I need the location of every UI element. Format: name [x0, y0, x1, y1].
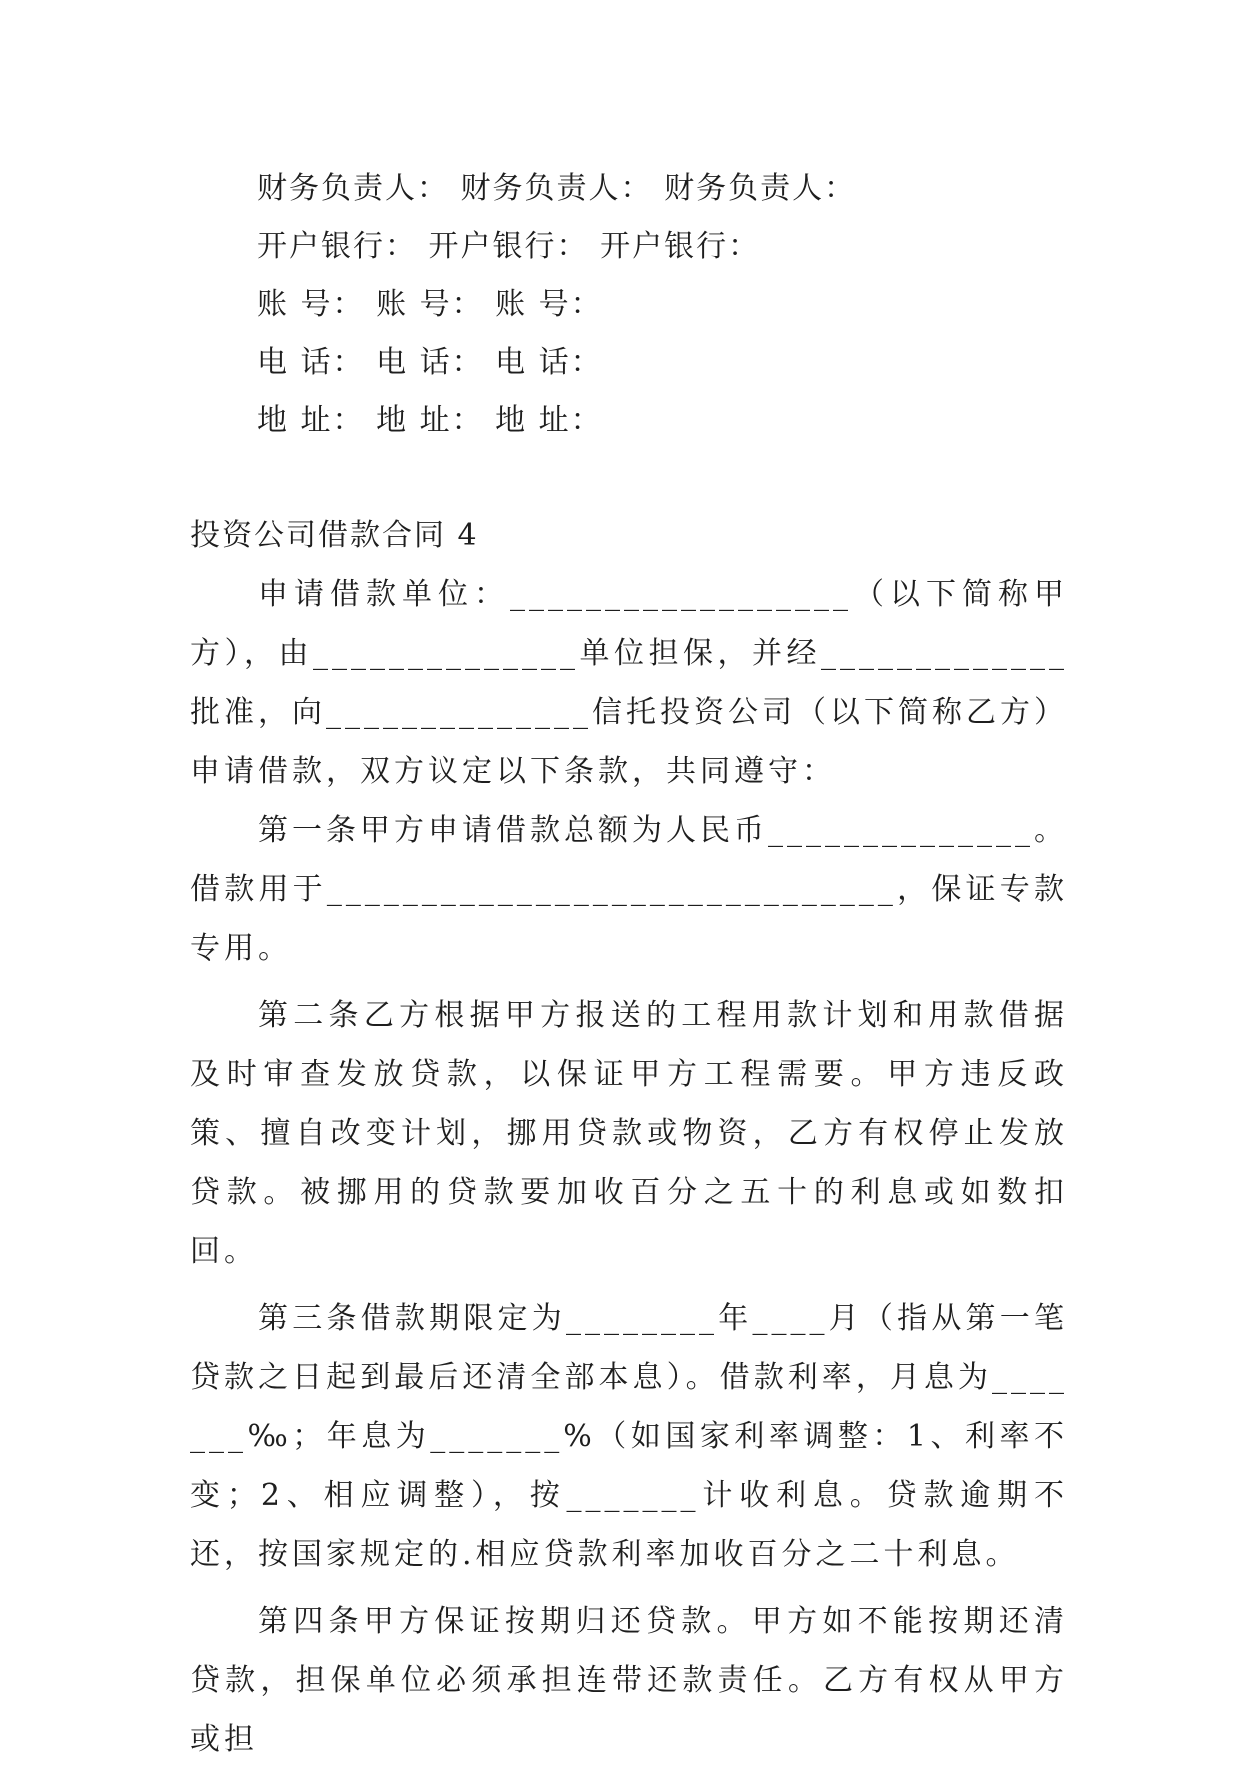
- signature-line-phone: 电 话： 电 话： 电 话：: [257, 345, 603, 380]
- paragraph-article-1: 第一条甲方申请借款总额为人民币______________。借款用于______________________________，保证专款专用。: [190, 813, 1068, 966]
- signature-line-address: 地 址： 地 址： 地 址：: [257, 403, 603, 438]
- signature-line-account: 账 号： 账 号： 账 号：: [257, 287, 603, 322]
- paragraph-article-4: 第四条甲方保证按期归还贷款。甲方如不能按期还清贷款，担保单位必须承担连带还款责任。乙方有权从甲方或担: [190, 1604, 1068, 1757]
- document-title: 投资公司借款合同 4: [190, 518, 479, 553]
- signature-block: [257, 160, 1117, 450]
- signature-line-finance-officer: 财务负责人： 财务负责人： 财务负责人：: [257, 171, 857, 206]
- paragraph-applicant: 申请借款单位：__________________（以下简称甲方），由______________单位担保，并经_____________批准，向______________信托投资公司（以下简称乙方）申请借款，双方议定以下条款，共同遵守：: [190, 577, 1068, 789]
- signature-line-bank: 开户银行： 开户银行： 开户银行：: [257, 229, 761, 264]
- contract-body: [190, 565, 1068, 1769]
- paragraph-article-3: 第三条借款期限定为________年____月（指从第一笔贷款之日起到最后还清全部本息）。借款利率，月息为_______‰；年息为_______%（如国家利率调整：1、利率不变；2、相应调整），按_______计收利息。贷款逾期不还，按国家规定的.相应贷款利率加收百分之二十利息。: [190, 1301, 1068, 1572]
- paragraph-article-2: 第二条乙方根据甲方报送的工程用款计划和用款借据及时审查发放贷款，以保证甲方工程需要。甲方违反政策、擅自改变计划，挪用贷款或物资，乙方有权停止发放贷款。被挪用的贷款要加收百分之五十的利息或如数扣回。: [190, 998, 1068, 1269]
